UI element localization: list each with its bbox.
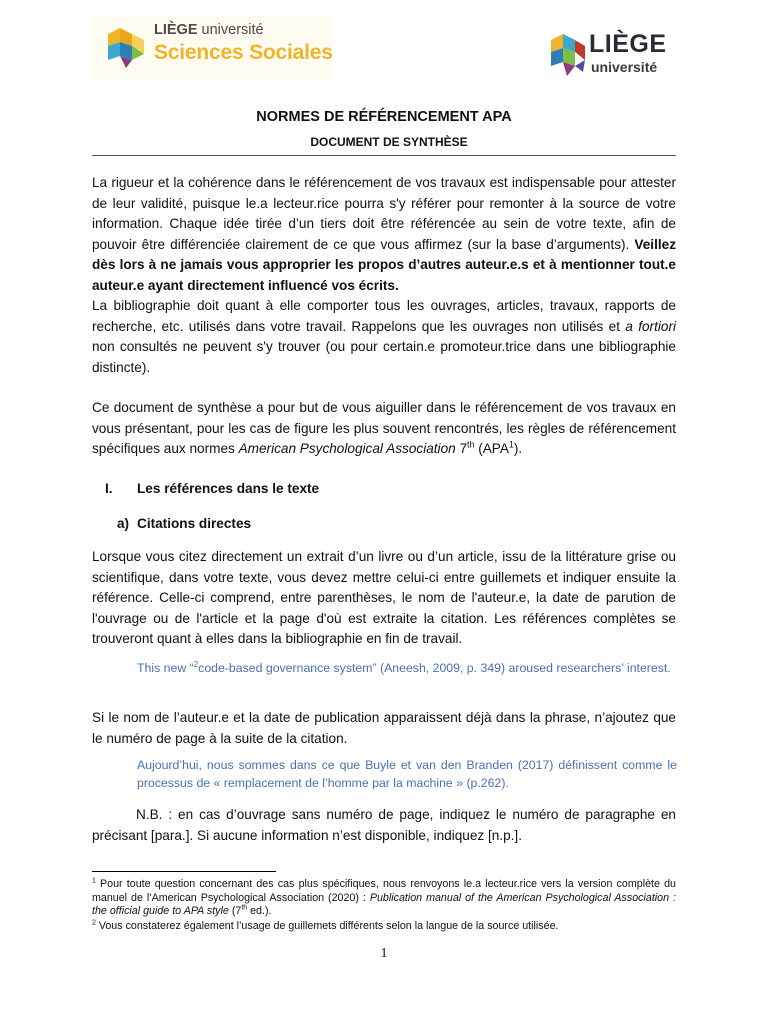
faculty-logo-mark [102, 24, 150, 72]
title-divider [92, 155, 676, 156]
section-title: Les références dans le texte [137, 481, 320, 496]
example-quote-2: Aujourd’hui, nous sommes dans ce que Buyle et van den Branden (2017) définissent comme le processus de « remplacement de l’homme par la machine » (p.262). [137, 758, 677, 790]
footnote-2-number: 2 [92, 919, 96, 927]
intro-warning: Veillez dès lors à ne jamais vous approprier les propos d’autres auteur.e.s et à mentionner tout.e auteur.e ayant directement influencé vos écrits. [92, 236, 676, 293]
faculty-logo-line2: Sciences Sociales [154, 41, 333, 64]
footnote-1-end: ed.). [247, 905, 272, 918]
university-logo-mark [547, 32, 587, 80]
example1-post: code-based governance system” (Aneesh, 2009, p. 349) aroused researchers’ interest. [198, 661, 671, 675]
university-logo [545, 26, 670, 82]
page-title: NORMES DE RÉFÉRENCEMENT APA [256, 109, 512, 125]
university-logo-line2: université [591, 59, 658, 75]
apa-close: ). [513, 441, 523, 456]
intro-paragraph [92, 173, 676, 378]
university-logo-line1: LIÈGE [589, 30, 667, 58]
footnote-ref-2[interactable]: 2 [193, 659, 199, 669]
footnote-ref-1[interactable]: 1 [508, 439, 514, 450]
footnote-2 [92, 920, 676, 934]
apa-name: American Psychological Association [238, 441, 456, 456]
footnote-2-text: Vous constaterez également l’usage de guillemets différents selon la langue de la source utilisée. [95, 920, 559, 932]
footnote-divider [92, 871, 276, 872]
bibliography-text-start: La bibliographie doit quant à elle comporter tous les ouvrages, articles, travaux, rapports de recherche, etc. utilisés dans votre travail. Rappelons que les ouvrages non utilisés et [92, 298, 676, 334]
footnote-1-edition: (7 [228, 905, 242, 918]
footnote-1-number: 1 [92, 877, 96, 885]
faculty-logo-line1: LIÈGE université [154, 22, 264, 38]
nb-paragraph: N.B. : en cas d’ouvrage sans numéro de page, indiquez le numéro de paragraphe en précisant [para.]. Si aucune information n’est disponible, indiquez [n.p.]. [92, 807, 676, 843]
purpose-paragraph [92, 398, 676, 460]
bibliography-text-italic: a fortiori [625, 318, 676, 334]
section-number: I. [105, 481, 113, 496]
subsection-title: Citations directes [137, 516, 252, 531]
example-quote-1 [137, 660, 677, 678]
purpose-text: Ce document de synthèse a pour but de vous aiguiller dans le référencement de vos travaux en vous présentant, pour les cas de figure les plus souvent rencontrés, les règles de référencement spécifiques aux normes [92, 400, 676, 456]
page-number: 1 [380, 946, 388, 961]
footnote-1 [92, 878, 676, 919]
apa-abbrev: (APA [474, 441, 509, 456]
faculty-logo [92, 16, 332, 80]
intro-text: La rigueur et la cohérence dans le référencement de vos travaux est indispensable pour attester de leur validité, puisque le.a lecteur.rice pourra s'y référer pour remonter à la source de votre information. Chaque idée tirée d’un tiers doit être référencée au sein de votre texte, afin de pouvoir être différenciée clairement de ce que vous affirmez (sur la base d’arguments). [92, 175, 676, 252]
apa-edition: 7 [455, 441, 468, 456]
footnote-1-text: Pour toute question concernant des cas plus spécifiques, nous renvoyons le.a lecteur.rice vers la version complète du manuel de l’American Psychological Association (2020) : [92, 878, 676, 904]
example1-pre: This new “ [137, 661, 194, 675]
page-subtitle: DOCUMENT DE SYNTHÈSE [310, 135, 468, 149]
footnote-1-edition-sup: th [241, 904, 248, 912]
citations-paragraph: Lorsque vous citez directement un extrait d’un livre ou d’un article, issu de la littérature grise ou scientifique, dans votre texte, vous devez mettre celui-ci entre guillemets et indiquer ensuite la référence. Celle-ci comprend, entre parenthèses, le nom de l'auteur.e, la date de parution de l'ouvrage ou de l'article et la page d'où est extraite la citation. Les références complètes se trouveront quant à elles dans la bibliographie en fin de travail. [92, 549, 676, 646]
author-date-paragraph: Si le nom de l’auteur.e et la date de publication apparaissent déjà dans la phrase, n’ajoutez que le numéro de page à la suite de la citation. [92, 710, 676, 746]
subsection-label: a) [117, 516, 130, 531]
footnote-1-title: Publication manual of the American Psychological Association : the official guide to APA style [92, 891, 676, 918]
apa-edition-sup: th [467, 439, 475, 450]
bibliography-text-end: non consultés ne peuvent s'y trouver (ou pour certain.e promoteur.trice dans une bibliographie distincte). [92, 339, 676, 375]
